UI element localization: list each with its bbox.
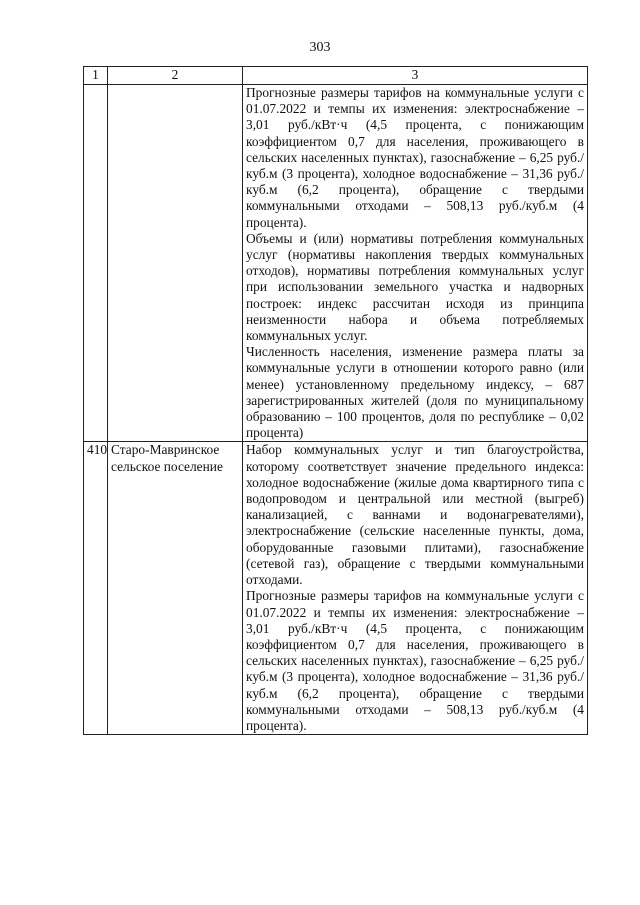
tariff-table xyxy=(83,66,588,735)
municipality-name xyxy=(108,85,243,442)
row-number xyxy=(84,85,108,442)
column-header-2: 2 xyxy=(108,67,243,85)
row-description xyxy=(243,85,588,442)
municipality-name: Старо-Мавринское сельское поселение xyxy=(108,442,243,735)
table-header-row xyxy=(84,67,588,85)
consumption-norms-paragraph: Объемы и (или) нормативы потребления коммунальных услуг (нормативы накопления твердых коммунальных отходов), нормативы потребления коммунальных услуг при использовании земельного участка и надворных построек: индекс рассчитан исходя из принципа неизменности набора и объема потребляемых коммунальных услуг. xyxy=(246,230,584,344)
column-header-1: 1 xyxy=(84,67,108,85)
row-number: 410 xyxy=(84,442,108,735)
table-row xyxy=(84,85,588,442)
services-set-paragraph: Набор коммунальных услуг и тип благоустройства, которому соответствует значение предельного индекса: холодное водоснабжение (жилые дома квартирного типа с водопроводом и центральной или местной (выгреб) канализацией, с ваннами и водонагревателями), электроснабжение (сельские населенные пункты, дома, оборудованные газовыми плитами), газоснабжение (сетевой газ), обращение с твердыми коммунальными отходами. xyxy=(246,442,584,588)
column-header-3: 3 xyxy=(243,67,588,85)
table-row xyxy=(84,442,588,735)
tariff-forecast-paragraph: Прогнозные размеры тарифов на коммунальные услуги с 01.07.2022 и темпы их изменения: электроснабжение – 3,01 руб./кВт·ч (4,5 процента, с понижающим коэффициентом 0,7 для населения, проживающего в сельских населенных пунктах), газоснабжение – 6,25 руб./куб.м (3 процента), холодное водоснабжение – 31,36 руб./куб.м (6,2 процента), обращение с твердыми коммунальными отходами – 508,13 руб./куб.м (4 процента). xyxy=(246,588,584,733)
row-description xyxy=(243,442,588,735)
page-number: 303 xyxy=(309,40,331,55)
tariff-forecast-paragraph: Прогнозные размеры тарифов на коммунальные услуги с 01.07.2022 и темпы их изменения: электроснабжение – 3,01 руб./кВт·ч (4,5 процента, с понижающим коэффициентом 0,7 для населения, проживающего в сельских населенных пунктах), газоснабжение – 6,25 руб./куб.м (3 процента), холодное водоснабжение – 31,36 руб./куб.м (6,2 процента), обращение с твердыми коммунальными отходами – 508,13 руб./куб.м (4 процента). xyxy=(246,85,584,230)
population-paragraph: Численность населения, изменение размера платы за коммунальные услуги в отношении которого равно (или менее) установленному предельному индексу, – 687 зарегистрированных жителей (доля по муниципальному образованию – 100 процентов, доля по республике – 0,02 процента) xyxy=(246,344,584,441)
